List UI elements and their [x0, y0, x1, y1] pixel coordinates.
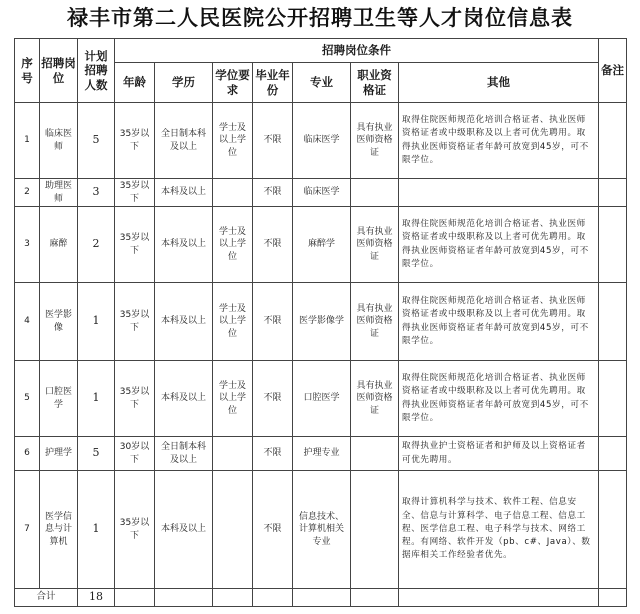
cell-seq: 2	[15, 179, 40, 207]
cell-grad-year: 不限	[253, 179, 293, 207]
cell-count: 1	[78, 471, 115, 589]
cell-qualification	[351, 471, 399, 589]
cell-grad-year: 不限	[253, 283, 293, 361]
cell-major: 临床医学	[293, 103, 351, 179]
cell-education: 本科及以上	[155, 471, 213, 589]
cell-remark	[599, 207, 627, 283]
cell-grad-year: 不限	[253, 207, 293, 283]
cell-degree: 学士及以上学位	[213, 283, 253, 361]
cell-remark	[599, 361, 627, 437]
page-title: 禄丰市第二人民医院公开招聘卫生等人才岗位信息表	[67, 5, 573, 30]
cell-other	[399, 179, 599, 207]
cell-qualification: 具有执业医师资格证	[351, 283, 399, 361]
cell-position: 医学影像	[40, 283, 78, 361]
total-label: 合计	[15, 589, 78, 607]
cell-grad-year: 不限	[253, 471, 293, 589]
total-empty-cell	[351, 589, 399, 607]
cell-major: 护理专业	[293, 437, 351, 471]
table-row	[15, 471, 627, 589]
table-row	[15, 361, 627, 437]
header-other: 其他	[399, 63, 599, 103]
table-row	[15, 283, 627, 361]
cell-count: 5	[78, 103, 115, 179]
cell-age: 35岁以下	[115, 179, 155, 207]
header-age: 年龄	[115, 63, 155, 103]
header-qualification: 职业资格证	[351, 63, 399, 103]
cell-education: 本科及以上	[155, 179, 213, 207]
header-grad-year: 毕业年份	[253, 63, 293, 103]
cell-age: 35岁以下	[115, 283, 155, 361]
cell-degree	[213, 471, 253, 589]
total-empty-cell	[115, 589, 155, 607]
header-conditions: 招聘岗位条件	[115, 39, 599, 63]
total-empty-cell	[155, 589, 213, 607]
total-empty-cell	[253, 589, 293, 607]
total-empty-cell	[599, 589, 627, 607]
cell-other: 取得住院医师规范化培训合格证者、执业医师资格证者或中级职称及以上者可优先聘用。取得执业医师资格证者年龄可放宽到45岁，可不限学位。	[399, 207, 599, 283]
cell-remark	[599, 103, 627, 179]
cell-other: 取得执业护士资格证者和护师及以上资格证者可优先聘用。	[399, 437, 599, 471]
table-row	[15, 179, 627, 207]
cell-remark	[599, 179, 627, 207]
table-row	[15, 207, 627, 283]
cell-age: 35岁以下	[115, 103, 155, 179]
cell-qualification: 具有执业医师资格证	[351, 103, 399, 179]
cell-major: 临床医学	[293, 179, 351, 207]
header-remark: 备注	[599, 39, 627, 103]
cell-remark	[599, 283, 627, 361]
cell-seq: 1	[15, 103, 40, 179]
cell-age: 35岁以下	[115, 471, 155, 589]
cell-qualification: 具有执业医师资格证	[351, 361, 399, 437]
cell-major: 麻醉学	[293, 207, 351, 283]
cell-count: 1	[78, 361, 115, 437]
cell-education: 本科及以上	[155, 207, 213, 283]
cell-degree: 学士及以上学位	[213, 361, 253, 437]
cell-qualification	[351, 437, 399, 471]
cell-education: 全日制本科及以上	[155, 103, 213, 179]
cell-major: 医学影像学	[293, 283, 351, 361]
cell-count: 3	[78, 179, 115, 207]
header-degree: 学位要求	[213, 63, 253, 103]
recruitment-table	[14, 38, 627, 607]
cell-qualification	[351, 179, 399, 207]
cell-qualification: 具有执业医师资格证	[351, 207, 399, 283]
cell-other: 取得计算机科学与技术、软件工程、信息安全、信息与计算科学、电子信息工程、信息工程、医学信息工程、电子科学与技术、网络工程。有网络、软件开发（pb、c#、Java）、数据库相关工作经验者优先。	[399, 471, 599, 589]
total-empty-cell	[293, 589, 351, 607]
cell-count: 2	[78, 207, 115, 283]
cell-seq: 7	[15, 471, 40, 589]
cell-other: 取得住院医师规范化培训合格证者、执业医师资格证者或中级职称及以上者可优先聘用。取得执业医师资格证者年龄可放宽到45岁，可不限学位。	[399, 283, 599, 361]
cell-seq: 3	[15, 207, 40, 283]
cell-other: 取得住院医师规范化培训合格证者、执业医师资格证者或中级职称及以上者可优先聘用。取得执业医师资格证者年龄可放宽到45岁，可不限学位。	[399, 103, 599, 179]
cell-grad-year: 不限	[253, 437, 293, 471]
cell-degree: 学士及以上学位	[213, 103, 253, 179]
table-row	[15, 103, 627, 179]
header-education: 学历	[155, 63, 213, 103]
cell-position: 医学信息与计算机	[40, 471, 78, 589]
header-seq: 序号	[15, 39, 40, 103]
cell-seq: 5	[15, 361, 40, 437]
total-empty-cell	[213, 589, 253, 607]
cell-age: 35岁以下	[115, 207, 155, 283]
cell-seq: 4	[15, 283, 40, 361]
table-row	[15, 437, 627, 471]
cell-count: 1	[78, 283, 115, 361]
total-empty-cell	[399, 589, 599, 607]
total-row	[15, 589, 627, 607]
cell-education: 本科及以上	[155, 283, 213, 361]
cell-seq: 6	[15, 437, 40, 471]
cell-education: 全日制本科及以上	[155, 437, 213, 471]
cell-grad-year: 不限	[253, 361, 293, 437]
cell-position: 助理医师	[40, 179, 78, 207]
cell-degree	[213, 179, 253, 207]
cell-position: 临床医师	[40, 103, 78, 179]
cell-position: 麻醉	[40, 207, 78, 283]
cell-remark	[599, 437, 627, 471]
cell-degree: 学士及以上学位	[213, 207, 253, 283]
cell-major: 口腔医学	[293, 361, 351, 437]
cell-age: 30岁以下	[115, 437, 155, 471]
cell-age: 35岁以下	[115, 361, 155, 437]
header-position: 招聘岗位	[40, 39, 78, 103]
cell-grad-year: 不限	[253, 103, 293, 179]
cell-count: 5	[78, 437, 115, 471]
cell-degree	[213, 437, 253, 471]
cell-position: 口腔医学	[40, 361, 78, 437]
cell-position: 护理学	[40, 437, 78, 471]
cell-education: 本科及以上	[155, 361, 213, 437]
total-count: 18	[78, 589, 115, 607]
cell-major: 信息技术、计算机相关专业	[293, 471, 351, 589]
cell-remark	[599, 471, 627, 589]
cell-other: 取得住院医师规范化培训合格证者、执业医师资格证者或中级职称及以上者可优先聘用。取得执业医师资格证者年龄可放宽到45岁，可不限学位。	[399, 361, 599, 437]
header-major: 专业	[293, 63, 351, 103]
header-planned-count: 计划招聘人数	[78, 39, 115, 103]
